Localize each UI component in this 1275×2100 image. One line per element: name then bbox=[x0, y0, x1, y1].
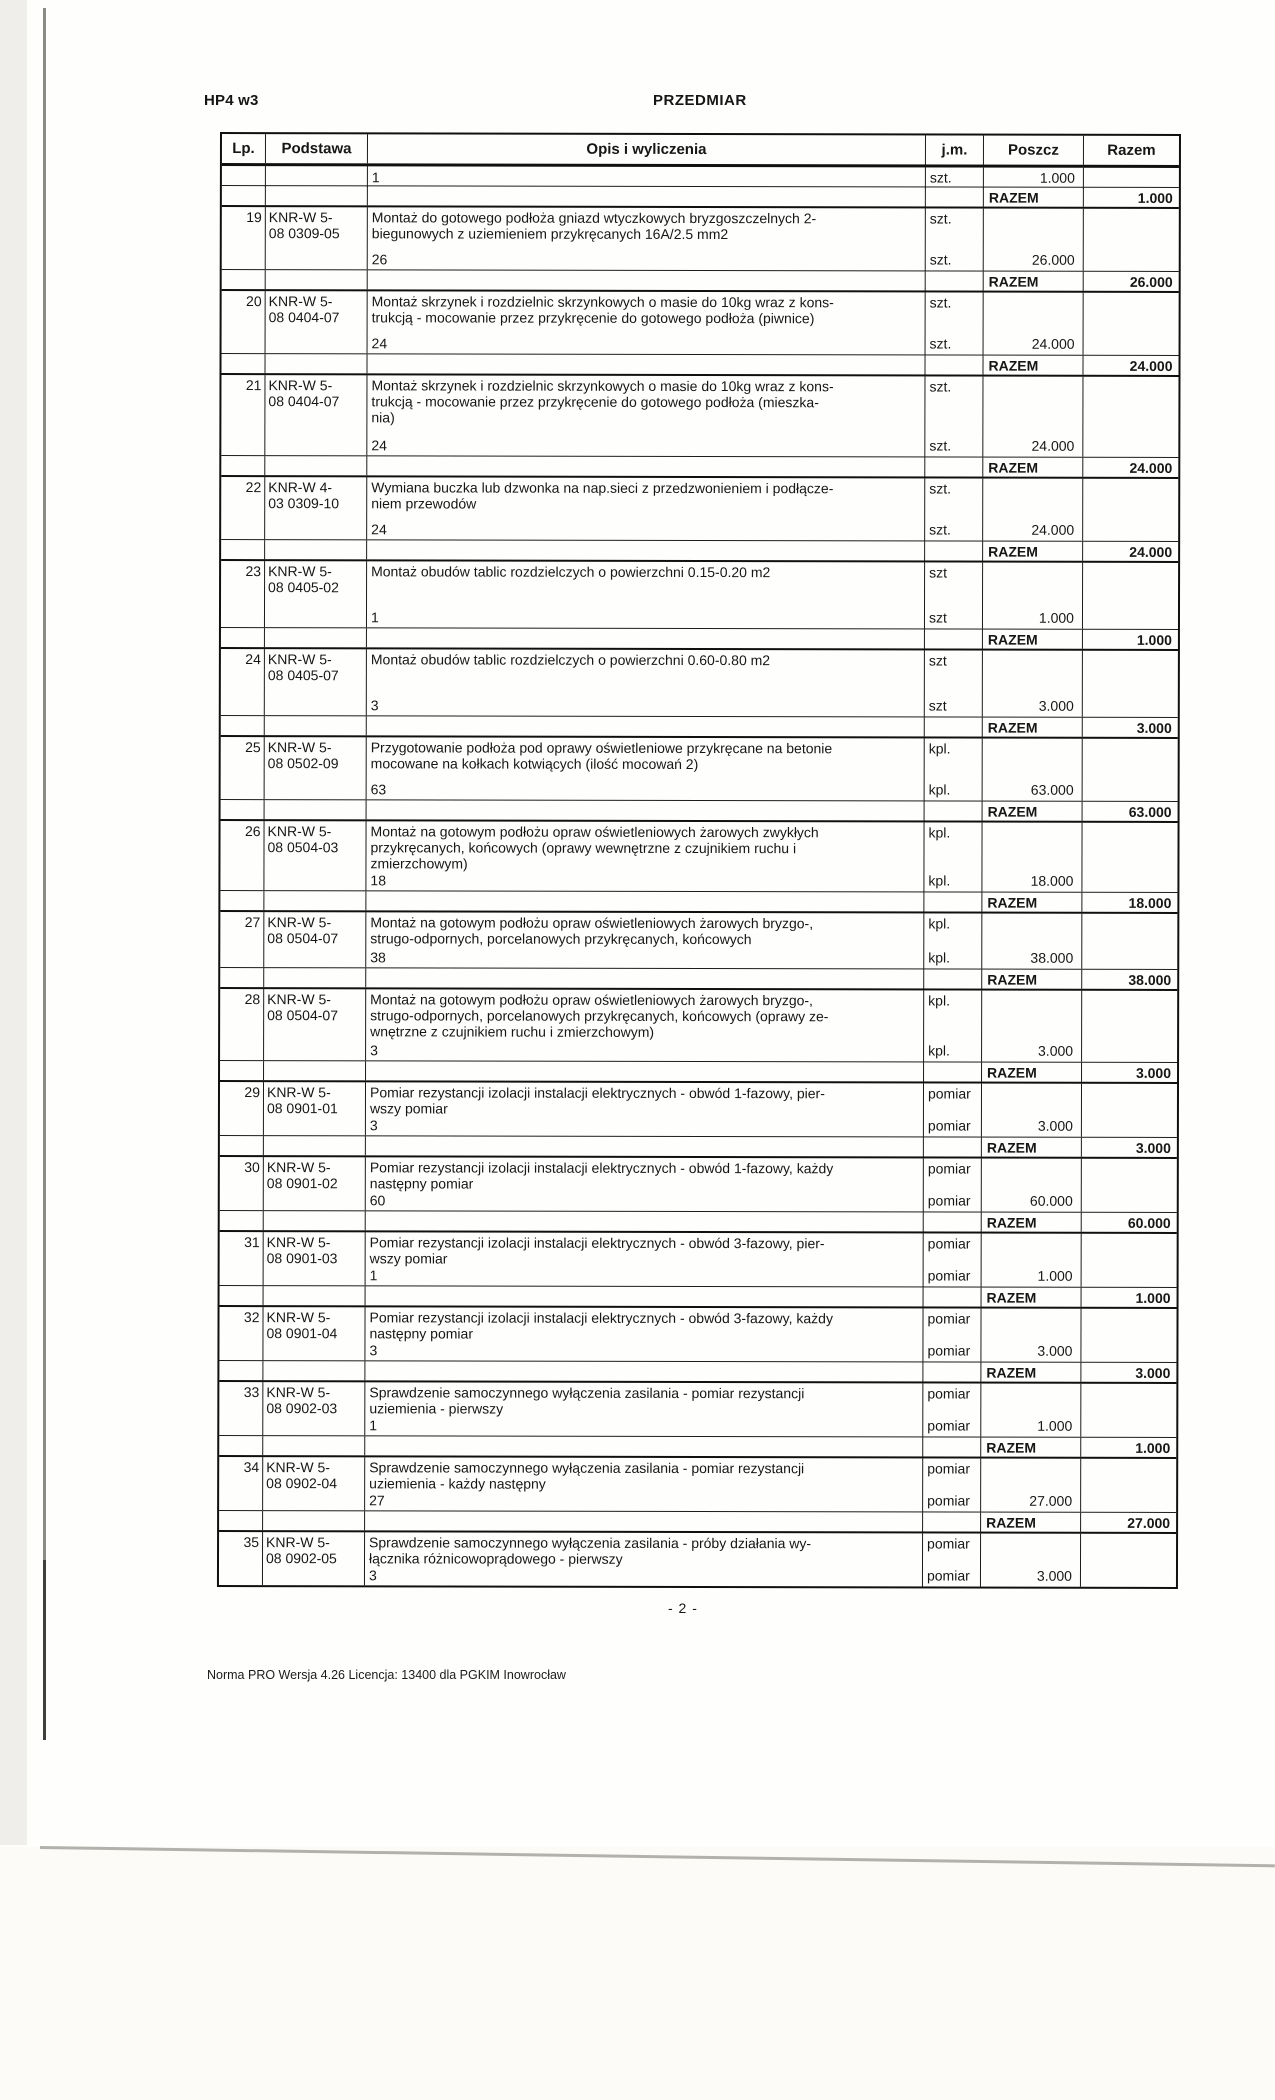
item-razem bbox=[1082, 377, 1178, 457]
item-poszcz: 38.000 bbox=[981, 914, 1081, 969]
item-description: Wymiana buczka lub dzwonka na nap.sieci z przedzwonieniem i podłącze- niem przewodów bbox=[371, 479, 834, 512]
razem-label: RAZEM bbox=[981, 1213, 1081, 1232]
item-description: Montaż skrzynek i rozdzielnic skrzynkowych o masie do 10kg wraz z kons- trukcją - mocowanie przez przykręcenie do gotowego podłoża (piwnice) bbox=[371, 293, 834, 327]
przedmiar-table bbox=[217, 132, 1181, 1589]
item-opis bbox=[365, 989, 923, 1061]
razem-total: 1.000 bbox=[1080, 1438, 1176, 1457]
item-lp: 25 bbox=[245, 739, 261, 756]
item-unit: pomiar pomiar bbox=[923, 1083, 981, 1136]
item-poszcz: 26.000 bbox=[983, 209, 1083, 271]
item-opis bbox=[365, 1157, 923, 1211]
item-unit: szt. szt. bbox=[925, 292, 983, 354]
item-lp: 24 bbox=[245, 651, 261, 668]
item-unit: szt. szt. bbox=[925, 208, 983, 270]
scan-binding-line-shadow bbox=[43, 1560, 46, 1740]
item-qty: 1 bbox=[370, 609, 379, 626]
item-razem bbox=[1081, 1234, 1177, 1287]
item-qty: 1 bbox=[369, 1267, 378, 1284]
carryover-poszcz: 1.000 bbox=[983, 168, 1083, 189]
item-qty: 24 bbox=[371, 521, 387, 538]
item-unit: pomiar pomiar bbox=[922, 1308, 980, 1361]
item-lp: 30 bbox=[244, 1159, 260, 1176]
item-lp: 19 bbox=[246, 209, 262, 226]
carryover-unit: szt. bbox=[925, 167, 983, 188]
razem-row bbox=[221, 628, 1178, 651]
razem-label: RAZEM bbox=[980, 1438, 1080, 1457]
razem-row bbox=[220, 1211, 1177, 1234]
item-qty: 3 bbox=[370, 697, 379, 714]
item-qty: 60 bbox=[369, 1192, 386, 1209]
item-row bbox=[221, 375, 1178, 458]
item-opis bbox=[366, 737, 924, 800]
razem-total: 38.000 bbox=[1081, 970, 1177, 989]
col-header-jm: j.m. bbox=[925, 135, 983, 164]
item-description: Montaż obudów tablic rozdzielczych o powierzchni 0.15-0.20 m2 bbox=[371, 563, 771, 581]
item-lp: 23 bbox=[245, 563, 262, 580]
scan-left-margin bbox=[0, 0, 27, 1845]
item-razem bbox=[1081, 991, 1177, 1062]
item-unit: szt. szt. bbox=[924, 478, 982, 540]
item-row bbox=[221, 477, 1178, 542]
item-razem bbox=[1082, 563, 1178, 629]
item-podstawa: KNR-W 4- 03 0309-10 bbox=[264, 477, 366, 539]
item-row bbox=[219, 1532, 1176, 1587]
razem-row bbox=[219, 1511, 1176, 1534]
razem-row bbox=[221, 354, 1178, 377]
razem-row bbox=[221, 456, 1178, 479]
item-row bbox=[220, 989, 1177, 1063]
carryover-lp bbox=[222, 166, 265, 187]
razem-total: 24.000 bbox=[1082, 458, 1178, 477]
razem-label: RAZEM bbox=[982, 630, 1082, 649]
razem-row bbox=[221, 716, 1178, 739]
item-poszcz: 24.000 bbox=[982, 479, 1082, 541]
item-lp: 29 bbox=[244, 1084, 261, 1101]
razem-total: 3.000 bbox=[1081, 1138, 1177, 1157]
item-podstawa: KNR-W 5- 08 0902-03 bbox=[262, 1382, 364, 1435]
item-lp: 33 bbox=[243, 1384, 260, 1401]
item-razem bbox=[1080, 1309, 1176, 1362]
item-podstawa: KNR-W 5- 08 0405-07 bbox=[264, 649, 366, 715]
doc-title: PRZEDMIAR bbox=[653, 92, 747, 109]
razem-row bbox=[221, 800, 1178, 823]
item-row bbox=[220, 1232, 1177, 1288]
item-description: Montaż skrzynek i rozdzielnic skrzynkowych o masie do 10kg wraz z kons- trukcją - mocowanie przez przykręcenie do gotowego podłoża (mieszka- nia) bbox=[371, 377, 834, 426]
item-unit: szt szt bbox=[924, 650, 982, 716]
item-poszcz: 3.000 bbox=[980, 1309, 1080, 1362]
item-podstawa: KNR-W 5- 08 0405-02 bbox=[264, 561, 366, 627]
page-number: - 2 - bbox=[668, 1600, 698, 1616]
item-opis bbox=[365, 1082, 923, 1136]
razem-label: RAZEM bbox=[981, 893, 1081, 912]
item-opis bbox=[364, 1307, 922, 1361]
item-opis bbox=[365, 1232, 923, 1286]
item-podstawa: KNR-W 5- 08 0901-01 bbox=[263, 1082, 365, 1135]
item-qty: 3 bbox=[369, 1342, 378, 1359]
item-poszcz: 1.000 bbox=[981, 1234, 1081, 1287]
item-opis bbox=[364, 1532, 922, 1586]
item-qty: 1 bbox=[369, 1417, 378, 1434]
scan-binding-line bbox=[43, 8, 46, 1563]
item-poszcz: 18.000 bbox=[981, 823, 1081, 892]
doc-code: HP4 w3 bbox=[204, 92, 259, 109]
item-lp: 26 bbox=[244, 823, 261, 840]
item-podstawa: KNR-W 5- 08 0902-04 bbox=[262, 1457, 364, 1510]
item-poszcz: 24.000 bbox=[983, 293, 1083, 355]
item-opis bbox=[365, 912, 923, 968]
razem-row bbox=[220, 891, 1177, 914]
item-poszcz: 63.000 bbox=[982, 739, 1082, 801]
item-description: Pomiar rezystancji izolacji instalacji elektrycznych - obwód 3-fazowy, pier- wszy pomiar bbox=[369, 1234, 825, 1267]
item-unit: szt. szt. bbox=[924, 376, 982, 456]
item-razem bbox=[1081, 914, 1177, 969]
item-qty: 24 bbox=[371, 335, 388, 352]
razem-total: 27.000 bbox=[1080, 1513, 1176, 1532]
item-poszcz: 1.000 bbox=[980, 1384, 1080, 1437]
item-podstawa: KNR-W 5- 08 0901-04 bbox=[262, 1307, 364, 1360]
razem-row bbox=[220, 968, 1177, 991]
item-razem bbox=[1083, 209, 1179, 271]
razem-total: 24.000 bbox=[1082, 542, 1178, 561]
col-header-lp: Lp. bbox=[232, 139, 255, 157]
item-row bbox=[219, 1307, 1176, 1363]
item-podstawa: KNR-W 5- 08 0504-07 bbox=[263, 912, 365, 967]
item-poszcz: 1.000 bbox=[982, 563, 1082, 629]
item-razem bbox=[1082, 739, 1178, 801]
razem-total: 1.000 bbox=[1082, 630, 1178, 649]
razem-label: RAZEM bbox=[981, 1288, 1081, 1307]
item-row bbox=[219, 1457, 1176, 1513]
item-qty: 24 bbox=[371, 437, 387, 454]
item-row bbox=[220, 1157, 1177, 1213]
razem-label: RAZEM bbox=[982, 356, 1082, 375]
item-qty: 3 bbox=[369, 1117, 378, 1134]
page-bottom-edge bbox=[40, 1846, 1275, 1867]
item-unit: pomiar pomiar bbox=[923, 1233, 981, 1286]
item-description: Pomiar rezystancji izolacji instalacji elektrycznych - obwód 3-fazowy, każdy następny pomiar bbox=[369, 1309, 834, 1342]
item-row bbox=[220, 1082, 1177, 1138]
item-row bbox=[221, 561, 1178, 630]
item-description: Montaż na gotowym podłożu opraw oświetleniowych żarowych bryzgo-, strugo-odpornych, porcelanowych przykręcanych, końcowych (oprawy ze- wnętrzne z czujnikiem ruchu i zmierzchowym) bbox=[370, 991, 829, 1040]
carryover-qty: 1 bbox=[367, 166, 925, 188]
item-razem bbox=[1083, 293, 1179, 355]
razem-row bbox=[221, 540, 1178, 563]
item-podstawa: KNR-W 5- 08 0504-03 bbox=[263, 821, 365, 890]
razem-label: RAZEM bbox=[982, 458, 1082, 477]
item-unit: kpl. kpl. bbox=[923, 990, 981, 1061]
razem-label: RAZEM bbox=[982, 802, 1082, 821]
item-podstawa: KNR-W 5- 08 0901-03 bbox=[263, 1232, 365, 1285]
item-razem bbox=[1081, 823, 1177, 892]
razem-label: RAZEM bbox=[981, 1063, 1081, 1082]
razem-total: 60.000 bbox=[1081, 1213, 1177, 1232]
item-description: Montaż obudów tablic rozdzielczych o powierzchni 0.60-0.80 m2 bbox=[370, 651, 771, 669]
col-header-podstawa: Podstawa bbox=[265, 134, 367, 163]
item-lp: 20 bbox=[246, 293, 262, 310]
col-header-poszcz: Poszcz bbox=[983, 136, 1083, 165]
razem-total: 18.000 bbox=[1081, 893, 1177, 912]
item-lp: 32 bbox=[243, 1309, 260, 1326]
item-description: Montaż na gotowym podłożu opraw oświetleniowych żarowych zwykłych przykręcanych, końcowych (oprawy wewnętrzne z czujnikiem ruchu i zmierzchowym) bbox=[370, 823, 819, 872]
item-lp: 27 bbox=[244, 914, 261, 931]
item-poszcz: 24.000 bbox=[982, 377, 1082, 457]
item-row bbox=[221, 649, 1178, 718]
item-qty: 3 bbox=[368, 1567, 377, 1584]
item-podstawa: KNR-W 5- 08 0902-05 bbox=[262, 1532, 364, 1585]
carryover-razem bbox=[1083, 168, 1179, 189]
item-razem bbox=[1080, 1384, 1176, 1437]
item-unit: pomiar pomiar bbox=[922, 1533, 980, 1586]
item-poszcz: 60.000 bbox=[981, 1159, 1081, 1212]
item-lp: 22 bbox=[245, 479, 262, 496]
item-unit: pomiar pomiar bbox=[922, 1458, 980, 1511]
item-lp: 28 bbox=[244, 991, 261, 1008]
item-description: Pomiar rezystancji izolacji instalacji elektrycznych - obwód 1-fazowy, pier- wszy pomiar bbox=[369, 1084, 825, 1117]
item-unit: pomiar pomiar bbox=[922, 1383, 980, 1436]
item-row bbox=[220, 821, 1177, 893]
item-opis bbox=[366, 477, 924, 540]
item-row bbox=[222, 291, 1179, 356]
item-description: Sprawdzenie samoczynnego wyłączenia zasilania - próby działania wy- łącznika różnicowoprądowego - pierwszy bbox=[368, 1534, 812, 1567]
item-description: Pomiar rezystancji izolacji instalacji elektrycznych - obwód 1-fazowy, każdy następny pomiar bbox=[369, 1159, 834, 1192]
item-opis bbox=[364, 1457, 922, 1511]
item-razem bbox=[1080, 1459, 1176, 1512]
item-qty: 3 bbox=[370, 1042, 378, 1059]
razem-total: 24.000 bbox=[1082, 356, 1178, 375]
item-unit: kpl. kpl. bbox=[924, 738, 982, 800]
item-qty: 18 bbox=[370, 872, 387, 889]
razem-total: 26.000 bbox=[1083, 272, 1179, 291]
item-poszcz: 27.000 bbox=[980, 1459, 1080, 1512]
item-podstawa: KNR-W 5- 08 0404-07 bbox=[265, 291, 367, 353]
item-razem bbox=[1081, 1084, 1177, 1137]
item-poszcz: 3.000 bbox=[982, 651, 1082, 717]
razem-label: RAZEM bbox=[982, 718, 1082, 737]
item-unit: kpl. kpl. bbox=[923, 913, 981, 968]
razem-row bbox=[219, 1361, 1176, 1384]
razem-label: RAZEM bbox=[980, 1513, 1080, 1532]
item-opis bbox=[365, 821, 923, 891]
item-qty: 38 bbox=[370, 949, 386, 966]
razem-row bbox=[222, 186, 1179, 209]
col-header-razem: Razem bbox=[1083, 136, 1179, 165]
razem-total: 1.000 bbox=[1083, 188, 1179, 207]
footer-license-text: Norma PRO Wersja 4.26 Licencja: 13400 dla PGKIM Inowrocław bbox=[207, 1668, 566, 1682]
item-opis bbox=[366, 561, 924, 628]
item-lp: 35 bbox=[243, 1534, 260, 1551]
razem-total: 63.000 bbox=[1082, 802, 1178, 821]
razem-label: RAZEM bbox=[983, 272, 1083, 291]
item-qty: 63 bbox=[370, 781, 387, 798]
item-row bbox=[220, 912, 1177, 970]
item-description: Montaż na gotowym podłożu opraw oświetleniowych żarowych bryzgo-, strugo-odpornych, porcelanowych przykręcanych, końcowych bbox=[370, 914, 814, 948]
item-description: Montaż do gotowego podłoża gniazd wtyczkowych bryzgoszczelnych 2- biegunowych z uziemieniem przykręcanych 16A/2.5 mm2 bbox=[371, 209, 817, 243]
razem-label: RAZEM bbox=[981, 1138, 1081, 1157]
item-podstawa: KNR-W 5- 08 0502-09 bbox=[264, 737, 366, 799]
razem-label: RAZEM bbox=[982, 542, 1082, 561]
razem-label: RAZEM bbox=[981, 970, 1081, 989]
item-lp: 34 bbox=[243, 1459, 260, 1476]
table-header-row bbox=[222, 134, 1179, 168]
item-description: Przygotowanie podłoża pod oprawy oświetleniowe przykręcane na betonie mocowane na kołkach kotwiących (ilość mocowań 2) bbox=[370, 739, 833, 772]
item-podstawa: KNR-W 5- 08 0404-07 bbox=[264, 375, 366, 455]
item-row bbox=[221, 737, 1178, 802]
item-qty: 27 bbox=[369, 1492, 385, 1509]
item-opis bbox=[366, 649, 924, 716]
col-header-opis: Opis i wyliczenia bbox=[367, 134, 925, 164]
razem-total: 1.000 bbox=[1081, 1288, 1177, 1307]
razem-row bbox=[220, 1286, 1177, 1309]
item-poszcz: 3.000 bbox=[981, 1084, 1081, 1137]
item-opis bbox=[366, 375, 924, 456]
razem-label: RAZEM bbox=[983, 188, 1083, 207]
razem-label: RAZEM bbox=[980, 1363, 1080, 1382]
item-lp: 31 bbox=[244, 1234, 260, 1251]
item-razem bbox=[1082, 479, 1178, 541]
item-row bbox=[222, 207, 1179, 272]
razem-row bbox=[220, 1136, 1177, 1159]
item-opis bbox=[367, 207, 925, 270]
razem-total: 3.000 bbox=[1082, 718, 1178, 737]
razem-row bbox=[219, 1436, 1176, 1459]
item-row bbox=[219, 1382, 1176, 1438]
item-unit: pomiar pomiar bbox=[923, 1158, 981, 1211]
carryover-row bbox=[222, 166, 1179, 188]
carryover-podstawa bbox=[265, 166, 367, 187]
item-podstawa: KNR-W 5- 08 0901-02 bbox=[263, 1157, 365, 1210]
razem-row bbox=[220, 1061, 1177, 1084]
item-podstawa: KNR-W 5- 08 0309-05 bbox=[265, 207, 367, 269]
item-razem bbox=[1082, 651, 1178, 717]
item-poszcz: 3.000 bbox=[981, 991, 1081, 1062]
item-poszcz: 3.000 bbox=[980, 1534, 1080, 1587]
item-description: Sprawdzenie samoczynnego wyłączenia zasilania - pomiar rezystancji uziemienia - pierwszy bbox=[369, 1384, 805, 1417]
item-opis bbox=[364, 1382, 922, 1436]
item-unit: szt szt bbox=[924, 562, 982, 628]
item-razem bbox=[1081, 1159, 1177, 1212]
item-unit: kpl. kpl. bbox=[923, 822, 981, 891]
item-podstawa: KNR-W 5- 08 0504-07 bbox=[263, 989, 365, 1060]
item-razem bbox=[1080, 1534, 1176, 1587]
razem-total: 3.000 bbox=[1080, 1363, 1176, 1382]
item-description: Sprawdzenie samoczynnego wyłączenia zasilania - pomiar rezystancji uziemienia - każdy następny bbox=[369, 1459, 805, 1492]
item-qty: 26 bbox=[371, 251, 388, 268]
razem-row bbox=[222, 270, 1179, 293]
item-lp: 21 bbox=[245, 377, 262, 394]
item-opis bbox=[367, 291, 925, 354]
razem-total: 3.000 bbox=[1081, 1063, 1177, 1082]
